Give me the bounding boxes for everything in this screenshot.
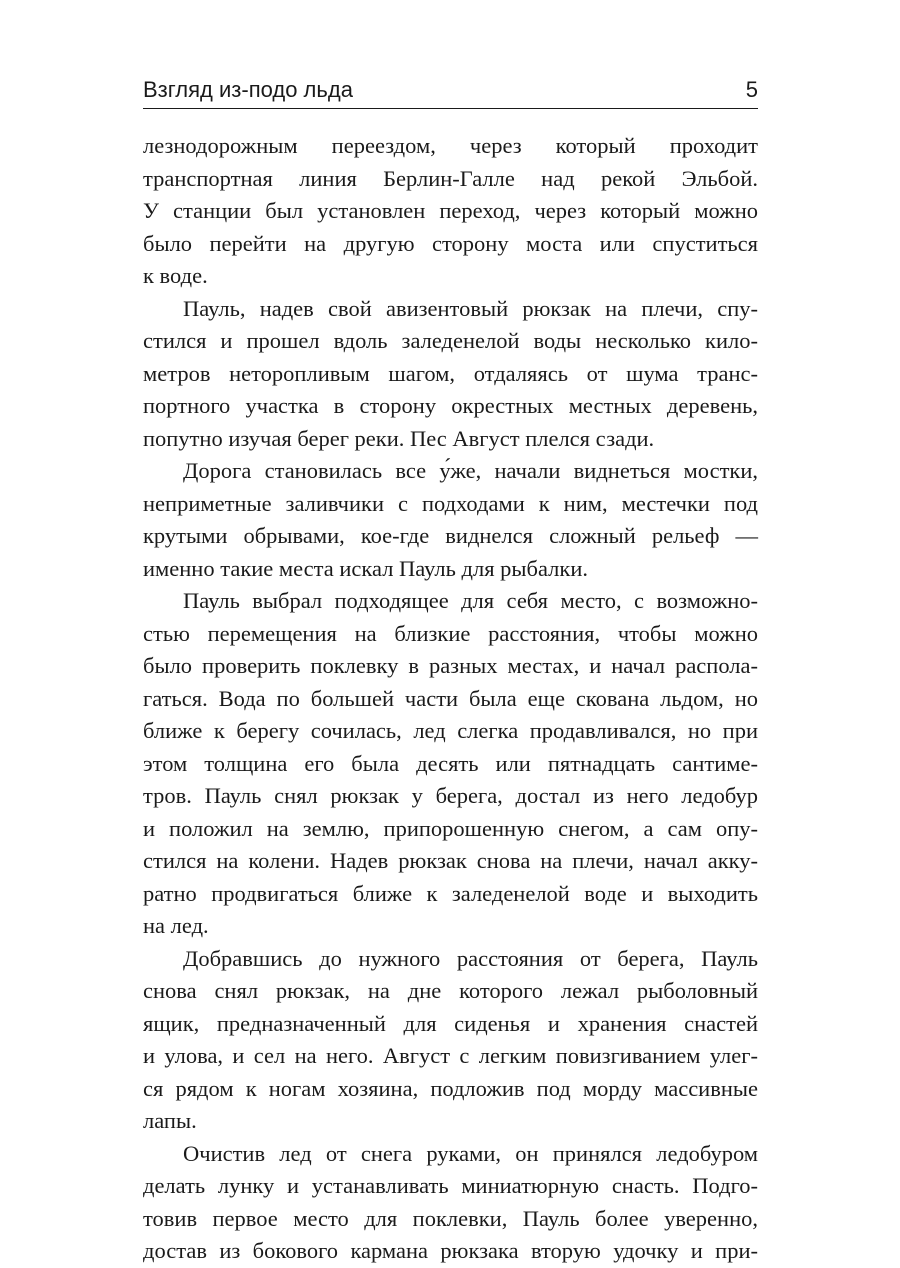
text-line: стился на колени. Надев рюкзак снова на плечи, начал акку- (143, 848, 758, 873)
text-line: достав из бокового кармана рюкзака вторую удочку и при- (143, 1238, 758, 1263)
text-line: этом толщина его была десять или пятнадцать сантиме- (143, 750, 758, 776)
text-line: транспортная линия Берлин-Галле над рекой Эльбой. (143, 165, 758, 191)
text-line: лапы. (143, 1108, 197, 1133)
text-line: на лед. (143, 913, 209, 938)
text-line: и положил на землю, припорошенную снегом, а сам опу- (143, 815, 758, 841)
text-line: ближе к берегу сочилась, лед слегка продавливался, но при (143, 718, 758, 743)
body-text (143, 130, 758, 1268)
text-line: неприметные заливчики с подходами к ним, местечки под (143, 490, 758, 516)
text-line: именно такие места искал Пауль для рыбалки. (143, 555, 588, 581)
text-line: У станции был установлен переход, через который можно (143, 198, 758, 223)
text-line: Дорога становилась все у́же, начали виднеться мостки, (183, 458, 758, 483)
text-line: было перейти на другую сторону моста или спуститься (143, 230, 758, 256)
running-head (143, 74, 758, 106)
text-line: ся рядом к ногам хозяина, подложив под морду массивные (143, 1075, 758, 1101)
text-line: попутно изучая берег реки. Пес Август плелся сзади. (143, 425, 655, 451)
text-line: ящик, предназначенный для сиденья и хранения снастей (143, 1010, 758, 1036)
paragraph (143, 130, 758, 293)
text-line: Пауль, надев свой авизентовый рюкзак на плечи, спу- (183, 295, 758, 321)
text-line: портного участка в сторону окрестных местных деревень, (143, 393, 758, 418)
text-line: Добравшись до нужного расстояния от берега, Пауль (183, 945, 758, 971)
text-line: товив первое место для поклевки, Пауль более уверенно, (143, 1205, 758, 1231)
text-line: стью перемещения на близкие расстояния, чтобы можно (143, 620, 758, 646)
text-line: тров. Пауль снял рюкзак у берега, достал из него ледобур (143, 783, 758, 808)
running-head-title: Взгляд из-подо льда (143, 77, 353, 102)
paragraph (143, 1138, 758, 1268)
page-number: 5 (745, 77, 758, 102)
text-line: метров неторопливым шагом, отдаляясь от шума транс- (143, 360, 758, 386)
text-line: и улова, и сел на него. Август с легким повизгиванием улег- (143, 1043, 758, 1068)
text-line: делать лунку и устанавливать миниатюрную снасть. Подго- (143, 1173, 758, 1198)
text-line: гаться. Вода по большей части была еще скована льдом, но (143, 685, 758, 711)
text-line: было проверить поклевку в разных местах, и начал распола- (143, 653, 758, 678)
header-rule (143, 108, 758, 109)
text-line: ратно продвигаться ближе к заледенелой воде и выходить (143, 880, 758, 906)
text-line: лезнодорожным переездом, через который проходит (143, 133, 758, 158)
paragraph (143, 943, 758, 1138)
text-line: крутыми обрывами, кое-где виднелся сложный рельеф — (143, 523, 758, 548)
text-line: снова снял рюкзак, на дне которого лежал рыболовный (143, 978, 758, 1003)
text-line: Пауль выбрал подходящее для себя место, с возможно- (183, 588, 758, 613)
paragraph (143, 455, 758, 585)
text-line: к воде. (143, 263, 208, 288)
text-line: Очистив лед от снега руками, он принялся ледобуром (183, 1140, 758, 1166)
paragraph (143, 293, 758, 456)
text-line: стился и прошел вдоль заледенелой воды несколько кило- (143, 328, 758, 353)
paragraph (143, 585, 758, 943)
